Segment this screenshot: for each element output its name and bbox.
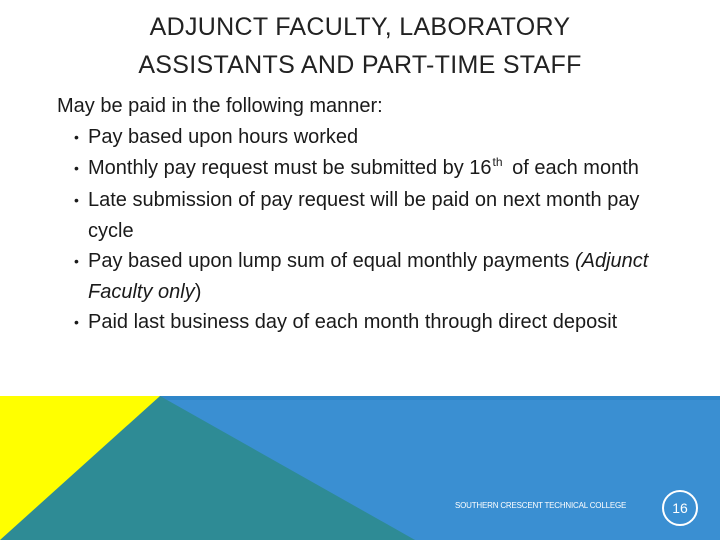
bullet-icon: • <box>74 192 79 208</box>
bullet-text: Pay based upon lump sum of equal monthly payments <box>88 250 575 272</box>
footer-top-band <box>150 396 720 400</box>
bullet-icon: • <box>74 159 79 176</box>
bullet-list <box>57 122 677 338</box>
bullet-item <box>57 307 677 338</box>
slide-body <box>57 92 677 338</box>
bullet-item <box>57 122 677 153</box>
page-number-badge <box>662 490 698 526</box>
slide-title <box>60 8 660 84</box>
bullet-superscript: th <box>492 154 503 169</box>
bullet-italic-text: (Adjunct Faculty only <box>88 250 649 303</box>
institution-name: SOUTHERN CRESCENT TECHNICAL COLLEGE <box>455 501 627 510</box>
bullet-icon: • <box>74 253 79 269</box>
title-line-1: ADJUNCT FACULTY, LABORATORY <box>149 13 571 41</box>
bullet-text: Late submission of pay request will be paid on next month pay cycle <box>88 189 640 242</box>
bullet-item <box>57 185 677 246</box>
bullet-text-continued: ) <box>194 280 202 303</box>
bullet-text: Paid last business day of each month through direct deposit <box>88 311 618 333</box>
bullet-text-continued: of each month <box>512 156 639 179</box>
bullet-item <box>57 246 677 307</box>
bullet-icon: • <box>74 129 79 145</box>
footer-decoration <box>0 396 720 540</box>
title-line-2: ASSISTANTS AND PART-TIME STAFF <box>138 51 582 79</box>
bullet-text: Pay based upon hours worked <box>88 126 359 148</box>
bullet-text: Monthly pay request must be submitted by 16 <box>88 156 492 179</box>
intro-text: May be paid in the following manner: <box>57 95 383 117</box>
bullet-item <box>57 153 677 186</box>
page-number: 16 <box>672 500 688 516</box>
bullet-icon: • <box>74 314 79 330</box>
